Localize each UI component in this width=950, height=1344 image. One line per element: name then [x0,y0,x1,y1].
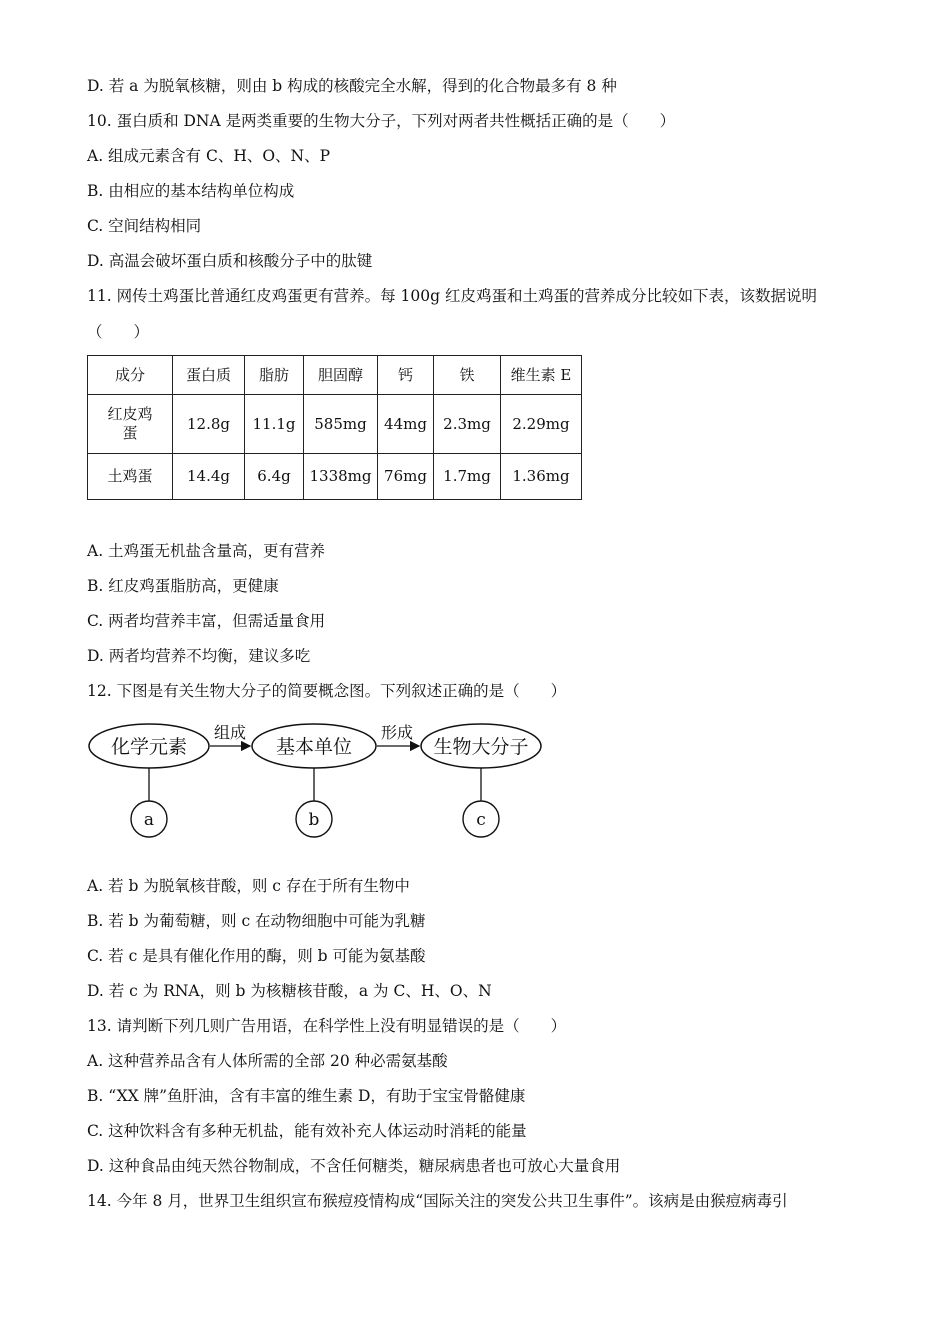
q12-option-d: D. 若 c 为 RNA，则 b 为核糖核苷酸，a 为 C、H、O、N [87,982,492,1000]
q10-option-b: B. 由相应的基本结构单位构成 [87,182,295,200]
circle-b-label: b [308,810,320,830]
q11-option-d: D. 两者均营养不均衡，建议多吃 [87,647,311,665]
row-label-line: 红皮鸡 [107,405,153,423]
table-cell: 11.1g [245,395,304,454]
table-header-cell: 钙 [378,356,434,395]
q13-option-b: B. “XX 牌”鱼肝油，含有丰富的维生素 D，有助于宝宝骨骼健康 [87,1087,526,1105]
node-label-macromolecule: 生物大分子 [433,736,529,758]
question-11-stem: 11. 网传土鸡蛋比普通红皮鸡蛋更有营养。每 100g 红皮鸡蛋和土鸡蛋的营养成分比较如下表，该数据说明 [87,287,817,305]
table-cell: 2.29mg [501,395,582,454]
q13-option-a: A. 这种营养品含有人体所需的全部 20 种必需氨基酸 [87,1052,448,1070]
question-10-stem: 10. 蛋白质和 DNA 是两类重要的生物大分子，下列对两者共性概括正确的是（ ） [87,112,676,130]
circle-c-label: c [476,810,486,830]
node-label-units: 基本单位 [275,736,353,758]
nutrition-table [87,355,582,500]
table-cell: 1.36mg [501,454,582,500]
table-cell: 585mg [304,395,378,454]
table-cell: 1.7mg [434,454,501,500]
arrow-2-label: 形成 [380,723,414,742]
table-cell: 44mg [378,395,434,454]
table-row [88,454,582,500]
q11-option-a: A. 土鸡蛋无机盐含量高，更有营养 [87,542,326,560]
q10-option-c: C. 空间结构相同 [87,217,202,235]
table-cell: 2.3mg [434,395,501,454]
table-cell: 6.4g [245,454,304,500]
row-label-red-egg [88,395,173,454]
question-11-blank: （ ） [87,323,150,341]
q13-option-d: D. 这种食品由纯天然谷物制成，不含任何糖类，糖尿病患者也可放心大量食用 [87,1157,621,1175]
row-label-native-egg: 土鸡蛋 [88,454,173,500]
table-header-row [88,356,582,395]
table-header-cell: 蛋白质 [173,356,245,395]
q12-option-a: A. 若 b 为脱氧核苷酸，则 c 存在于所有生物中 [87,877,410,895]
table-header-cell: 铁 [434,356,501,395]
line-q9-option-d: D. 若 a 为脱氧核糖，则由 b 构成的核酸完全水解，得到的化合物最多有 8 种 [87,77,617,95]
concept-diagram [87,715,557,845]
question-12-stem: 12. 下图是有关生物大分子的简要概念图。下列叙述正确的是（ ） [87,682,567,700]
question-14-stem: 14. 今年 8 月，世界卫生组织宣布猴痘疫情构成“国际关注的突发公共卫生事件”。该病是由猴痘病毒引 [87,1192,788,1210]
table-cell: 1338mg [304,454,378,500]
arrow-1-label: 组成 [213,723,247,742]
q10-option-d: D. 高温会破坏蛋白质和核酸分子中的肽键 [87,252,373,270]
table-cell: 12.8g [173,395,245,454]
table-cell: 14.4g [173,454,245,500]
q13-option-c: C. 这种饮料含有多种无机盐，能有效补充人体运动时消耗的能量 [87,1122,527,1140]
q10-option-a: A. 组成元素含有 C、H、O、N、P [87,147,331,165]
q11-option-c: C. 两者均营养丰富，但需适量食用 [87,612,326,630]
table-row [88,395,582,454]
q12-option-c: C. 若 c 是具有催化作用的酶，则 b 可能为氨基酸 [87,947,426,965]
node-label-elements: 化学元素 [110,736,188,758]
table-header-cell: 维生素 E [501,356,582,395]
table-header-cell: 胆固醇 [304,356,378,395]
row-label-line: 蛋 [122,424,138,442]
question-13-stem: 13. 请判断下列几则广告用语，在科学性上没有明显错误的是（ ） [87,1017,567,1035]
table-header-cell: 成分 [88,356,173,395]
q12-option-b: B. 若 b 为葡萄糖，则 c 在动物细胞中可能为乳糖 [87,912,426,930]
q11-option-b: B. 红皮鸡蛋脂肪高，更健康 [87,577,279,595]
table-header-cell: 脂肪 [245,356,304,395]
table-cell: 76mg [378,454,434,500]
circle-a-label: a [143,810,155,830]
